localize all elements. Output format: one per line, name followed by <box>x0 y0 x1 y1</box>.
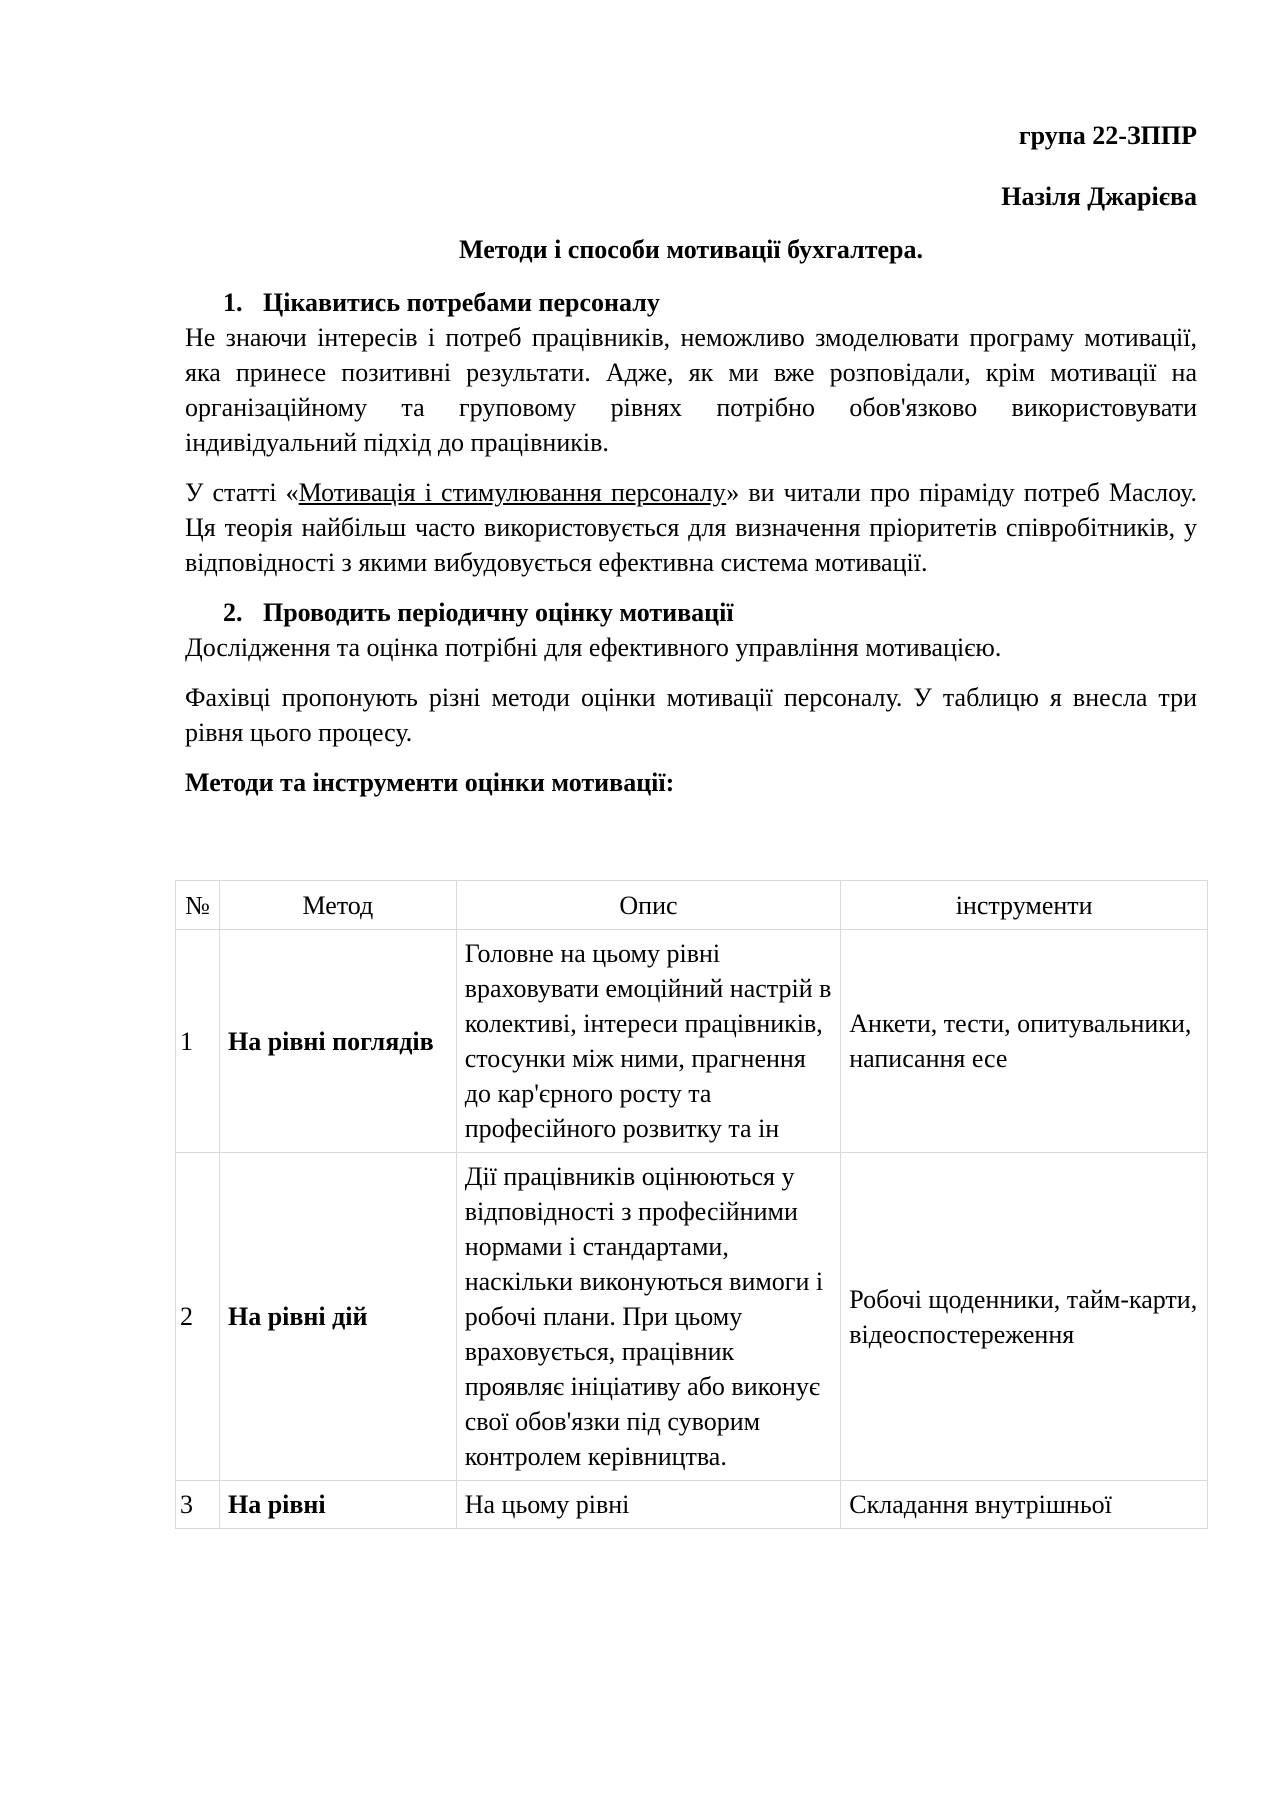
row-number: 2 <box>176 1153 220 1481</box>
section-2-paragraph-2: Фахівці пропонують різні методи оцінки мотивації персоналу. У таблицю я внесла три рівня цього процесу. <box>185 683 1197 747</box>
document-title: Методи і способи мотивації бухгалтера. <box>459 235 923 264</box>
row-method: На рівні <box>219 1481 456 1529</box>
header-method: Метод <box>219 881 456 930</box>
table-row <box>176 1153 1208 1481</box>
author-name: Назіля Джарієва <box>1001 182 1197 211</box>
section-1-number: 1. <box>223 288 243 317</box>
section-2-heading <box>185 595 1197 630</box>
row-method: На рівні поглядів <box>219 930 456 1153</box>
table-row <box>176 930 1208 1153</box>
paragraph-text-end: » ви читали про піраміду потреб Маслоу. Ця теорія найбільш часто використовується для визначення пріоритетів співробітників, у відповідності з якими вибудовується ефективна система мотивації. <box>185 478 1197 577</box>
header-tools: інструменти <box>841 881 1208 930</box>
section-1-title: Цікавитись потребами персоналу <box>263 288 660 317</box>
section-2-number: 2. <box>223 598 243 627</box>
section-1-paragraph-1: Не знаючи інтересів і потреб працівників, неможливо змоделювати програму мотивації, яка принесе позитивні результати. Адже, як ми вже розповідали, крім мотивації на організаційному та груповому рівнях потрібно обов'язково використовувати індивідуальний підхід до працівників. <box>185 323 1197 457</box>
article-link[interactable]: Мотивація і стимулювання персоналу <box>298 478 727 507</box>
section-1-paragraph-2 <box>185 475 1197 580</box>
header-description: Опис <box>456 881 841 930</box>
table-row <box>176 1481 1208 1529</box>
row-tools: Анкети, тести, опитувальники, написання есе <box>841 930 1208 1153</box>
row-tools: Робочі щоденники, тайм-карти, відеоспостереження <box>841 1153 1208 1481</box>
table-caption: Методи та інструменти оцінки мотивації: <box>185 768 675 797</box>
section-1-heading <box>185 285 1197 320</box>
paragraph-text-start: У статті « <box>185 478 299 507</box>
document-body <box>185 118 1197 800</box>
row-tools: Складання внутрішньої <box>841 1481 1208 1529</box>
table-header-row <box>176 881 1208 930</box>
header-number: № <box>176 881 220 930</box>
group-label: група 22-ЗППР <box>1018 121 1197 150</box>
row-method: На рівні дій <box>219 1153 456 1481</box>
row-number: 1 <box>176 930 220 1153</box>
row-description: Головне на цьому рівні враховувати емоційний настрій в колективі, інтереси працівників, стосунки між ними, прагнення до кар'єрного росту та професійного розвитку та ін <box>456 930 841 1153</box>
row-description: Дії працівників оцінюються у відповідності з професійними нормами і стандартами, наскільки виконуються вимоги і робочі плани. При цьому враховується, працівник проявляє ініціативу або виконує свої обов'язки під суворим контролем керівництва. <box>456 1153 841 1481</box>
row-number: 3 <box>176 1481 220 1529</box>
section-2-title: Проводить періодичну оцінку мотивації <box>263 598 734 627</box>
section-2-paragraph-1: Дослідження та оцінка потрібні для ефективного управління мотивацією. <box>185 633 1002 662</box>
row-description: На цьому рівні <box>456 1481 841 1529</box>
methods-table <box>175 880 1208 1529</box>
